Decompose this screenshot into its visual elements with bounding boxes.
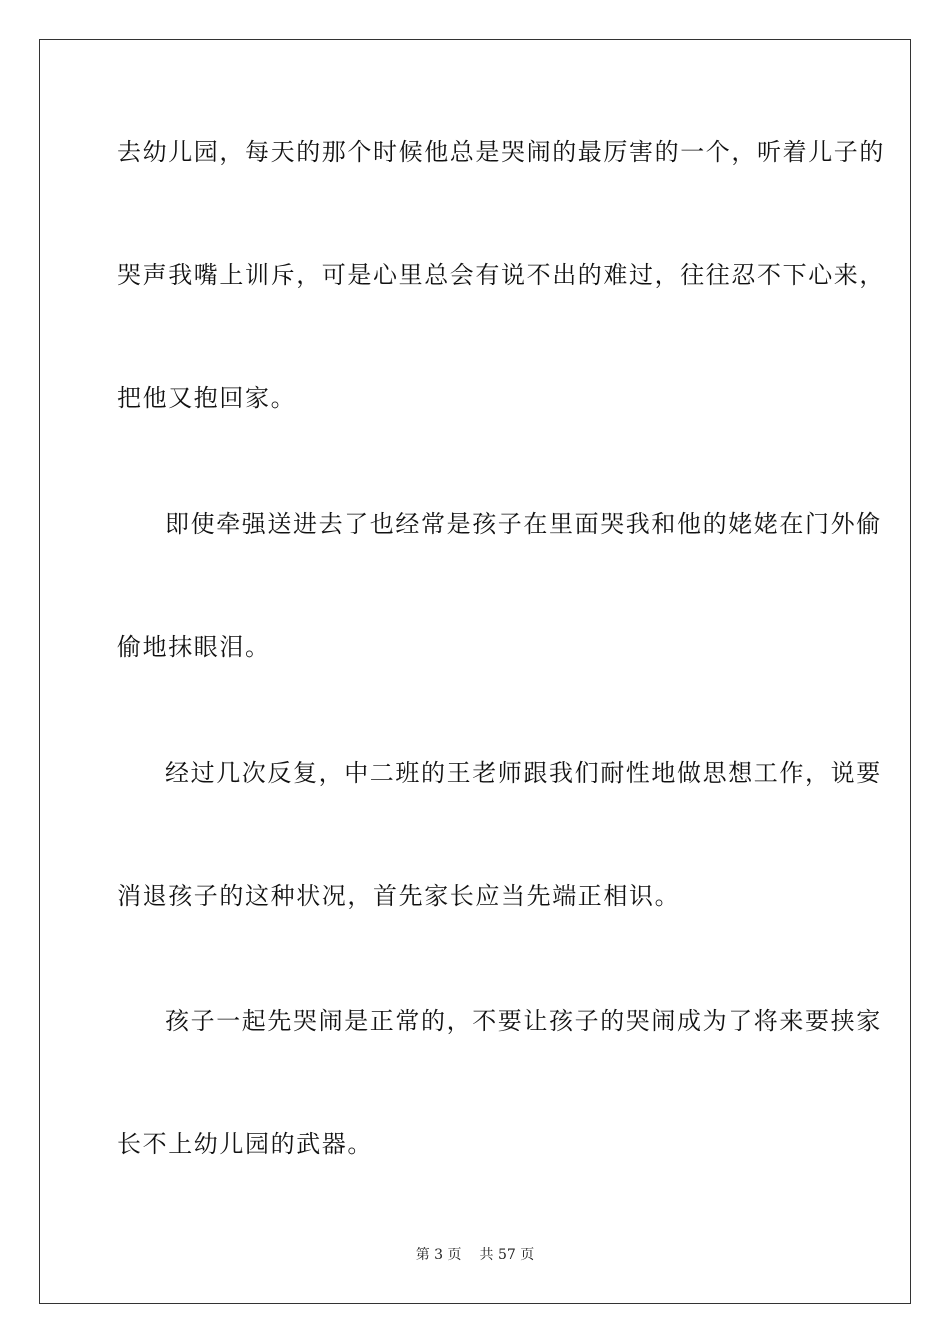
page-total: 共 57 页 xyxy=(479,1247,535,1263)
text-line-8: 孩子一起先哭闹是正常的，不要让孩子的哭闹成为了将来要挟家 xyxy=(165,1007,882,1035)
text-line-1: 去幼儿园，每天的那个时候他总是哭闹的最厉害的一个，听着儿子的 xyxy=(117,138,885,166)
text-line-3: 把他又抱回家。 xyxy=(117,384,297,412)
page-border xyxy=(39,39,911,1304)
page-number: 第 3 页 xyxy=(415,1247,462,1263)
text-line-6: 经过几次反复，中二班的王老师跟我们耐性地做思想工作，说要 xyxy=(165,759,882,787)
text-line-4: 即使牵强送进去了也经常是孩子在里面哭我和他的姥姥在门外偷 xyxy=(165,510,882,538)
text-line-7: 消退孩子的这种状况，首先家长应当先端正相识。 xyxy=(117,882,681,910)
text-line-9: 长不上幼儿园的武器。 xyxy=(117,1130,373,1158)
text-line-5: 偷地抹眼泪。 xyxy=(117,633,271,661)
text-line-2: 哭声我嘴上训斥，可是心里总会有说不出的难过，往往忍不下心来， xyxy=(117,261,885,289)
page-footer xyxy=(0,1245,950,1265)
